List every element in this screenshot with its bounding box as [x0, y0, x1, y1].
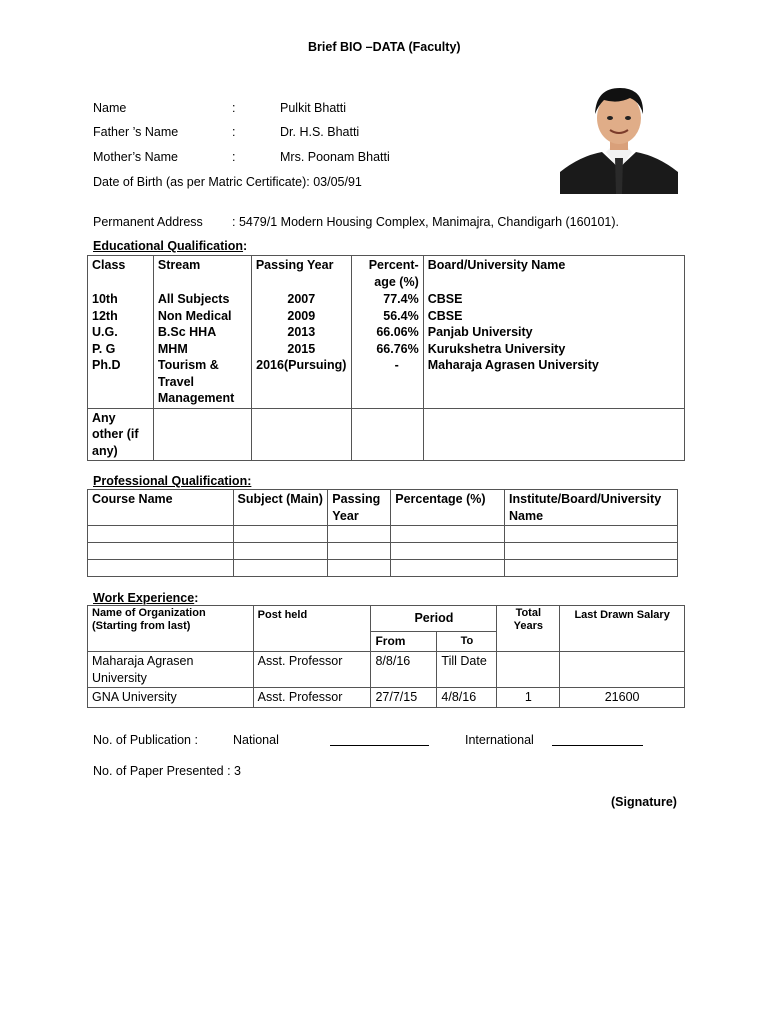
- header-percentage: Percent-age (%): [351, 256, 423, 292]
- year-10th: 2007: [287, 292, 316, 306]
- table-row: [88, 652, 685, 688]
- table-row: [88, 606, 685, 632]
- header-passing-year: Passing Year: [328, 490, 391, 526]
- education-heading-text: Educational Qualification: [93, 239, 244, 253]
- professional-heading: Professional Qualification:: [93, 474, 252, 488]
- any-other-percentage: [351, 408, 423, 461]
- education-heading: [93, 239, 247, 253]
- header-institute: Institute/Board/University Name: [505, 490, 678, 526]
- table-row: [88, 526, 678, 543]
- work-heading-text: Work Experience: [93, 591, 195, 605]
- percent-pg: 66.76%: [376, 341, 419, 356]
- header-organization: Name of Organization (Starting from last): [88, 606, 254, 652]
- year-cell: [251, 291, 351, 408]
- publication-national-label: National: [233, 733, 279, 747]
- class-ug: U.G.: [92, 325, 118, 339]
- papers-presented: No. of Paper Presented : 3: [93, 764, 242, 778]
- empty-cell: [391, 526, 505, 543]
- stream-ug: B.Sc HHA: [157, 325, 217, 339]
- name-value: Pulkit Bhatti: [280, 101, 347, 115]
- any-other-board: [423, 408, 684, 461]
- table-row: [88, 688, 685, 708]
- class-12th: 12th: [92, 308, 118, 323]
- to-maharaja-agrasen: Till Date: [437, 652, 497, 688]
- header-period: Period: [371, 606, 497, 632]
- to-gna-university: 4/8/16: [437, 688, 497, 708]
- stream-pg: MHM: [157, 341, 188, 356]
- empty-cell: [233, 543, 328, 560]
- any-other-stream: [153, 408, 251, 461]
- mother-name-value: Mrs. Poonam Bhatti: [280, 150, 390, 164]
- header-percentage: Percentage (%): [391, 490, 505, 526]
- publication-label: No. of Publication :: [93, 733, 198, 747]
- education-table: [87, 255, 685, 461]
- mother-name-label: Mother’s Name: [93, 150, 178, 164]
- percent-phd: -: [394, 358, 399, 372]
- publication-international-label: International: [465, 733, 534, 747]
- empty-cell: [391, 543, 505, 560]
- empty-cell: [328, 526, 391, 543]
- stream-cell: [153, 291, 251, 408]
- total-gna-university: 1: [497, 688, 560, 708]
- empty-cell: [328, 543, 391, 560]
- empty-cell: [505, 560, 678, 577]
- board-12th: CBSE: [427, 308, 463, 323]
- percent-ug: 66.06%: [376, 325, 419, 339]
- table-row: [88, 490, 678, 526]
- board-10th: CBSE: [427, 292, 463, 306]
- class-phd: Ph.D: [92, 358, 121, 372]
- empty-cell: [88, 560, 234, 577]
- header-to: To: [437, 632, 497, 652]
- name-label: Name: [93, 101, 127, 115]
- header-class: Class: [88, 256, 154, 292]
- header-from: From: [371, 632, 437, 652]
- year-ug: 2013: [287, 325, 316, 339]
- national-blank-line: [330, 745, 429, 746]
- empty-cell: [88, 543, 234, 560]
- empty-cell: [233, 526, 328, 543]
- header-total-years: Total Years: [497, 606, 560, 652]
- table-row: [88, 291, 685, 408]
- work-heading: [93, 591, 198, 605]
- from-maharaja-agrasen: 8/8/16: [371, 652, 437, 688]
- stream-12th: Non Medical: [157, 308, 232, 323]
- empty-cell: [328, 560, 391, 577]
- percent-10th: 77.4%: [383, 292, 419, 306]
- class-10th: 10th: [92, 292, 118, 306]
- any-other-year: [251, 408, 351, 461]
- board-pg: Kurukshetra University: [427, 341, 566, 356]
- salary-gna-university: 21600: [560, 688, 685, 708]
- header-last-salary: Last Drawn Salary: [560, 606, 685, 652]
- salary-maharaja-agrasen: [560, 652, 685, 688]
- header-passing-year: Passing Year: [251, 256, 351, 292]
- header-course-name: Course Name: [88, 490, 234, 526]
- signature-label: (Signature): [611, 795, 677, 809]
- post-gna-university: Asst. Professor: [253, 688, 371, 708]
- empty-cell: [505, 526, 678, 543]
- header-stream: Stream: [153, 256, 251, 292]
- father-name-value: Dr. H.S. Bhatti: [280, 125, 360, 139]
- percentage-cell: [351, 291, 423, 408]
- education-heading-colon: :: [243, 239, 248, 253]
- board-ug: Panjab University: [427, 325, 533, 339]
- date-of-birth: Date of Birth (as per Matric Certificate): 03/05/91: [93, 175, 362, 189]
- page-title: Brief BIO –DATA (Faculty): [308, 40, 461, 54]
- org-gna-university: GNA University: [88, 688, 254, 708]
- stream-phd: Tourism & Travel Management: [157, 358, 235, 405]
- table-row: [88, 256, 685, 292]
- empty-cell: [88, 526, 234, 543]
- work-table: [87, 605, 685, 708]
- empty-cell: [391, 560, 505, 577]
- table-row: [88, 408, 685, 461]
- from-gna-university: 27/7/15: [371, 688, 437, 708]
- mother-name-separator: :: [232, 150, 236, 164]
- father-name-separator: :: [232, 125, 236, 139]
- board-cell: [423, 291, 684, 408]
- header-post-held: Post held: [253, 606, 371, 652]
- profile-photo: [560, 76, 678, 194]
- class-cell: [88, 291, 154, 408]
- empty-cell: [505, 543, 678, 560]
- professional-table: [87, 489, 678, 577]
- year-phd: 2016(Pursuing): [256, 358, 347, 372]
- year-12th: 2009: [287, 308, 316, 323]
- table-row: [88, 543, 678, 560]
- header-board: Board/University Name: [423, 256, 684, 292]
- table-row: [88, 560, 678, 577]
- board-phd: Maharaja Agrasen University: [427, 358, 599, 372]
- address-value: : 5479/1 Modern Housing Complex, Manimajra, Chandigarh (160101).: [232, 215, 620, 229]
- class-pg: P. G: [92, 341, 116, 356]
- name-separator: :: [232, 101, 236, 115]
- father-name-label: Father ’s Name: [93, 125, 179, 139]
- person-photo-icon: [560, 76, 678, 194]
- any-other-label: Any other (if any): [88, 408, 154, 461]
- header-subject: Subject (Main): [233, 490, 328, 526]
- percent-12th: 56.4%: [383, 308, 419, 323]
- stream-10th: All Subjects: [157, 292, 230, 306]
- org-maharaja-agrasen: Maharaja Agrasen University: [88, 652, 254, 688]
- address-label: Permanent Address: [93, 215, 203, 229]
- year-pg: 2015: [287, 341, 316, 356]
- post-maharaja-agrasen: Asst. Professor: [253, 652, 371, 688]
- empty-cell: [233, 560, 328, 577]
- total-maharaja-agrasen: [497, 652, 560, 688]
- work-heading-colon: :: [194, 591, 199, 605]
- international-blank-line: [552, 745, 643, 746]
